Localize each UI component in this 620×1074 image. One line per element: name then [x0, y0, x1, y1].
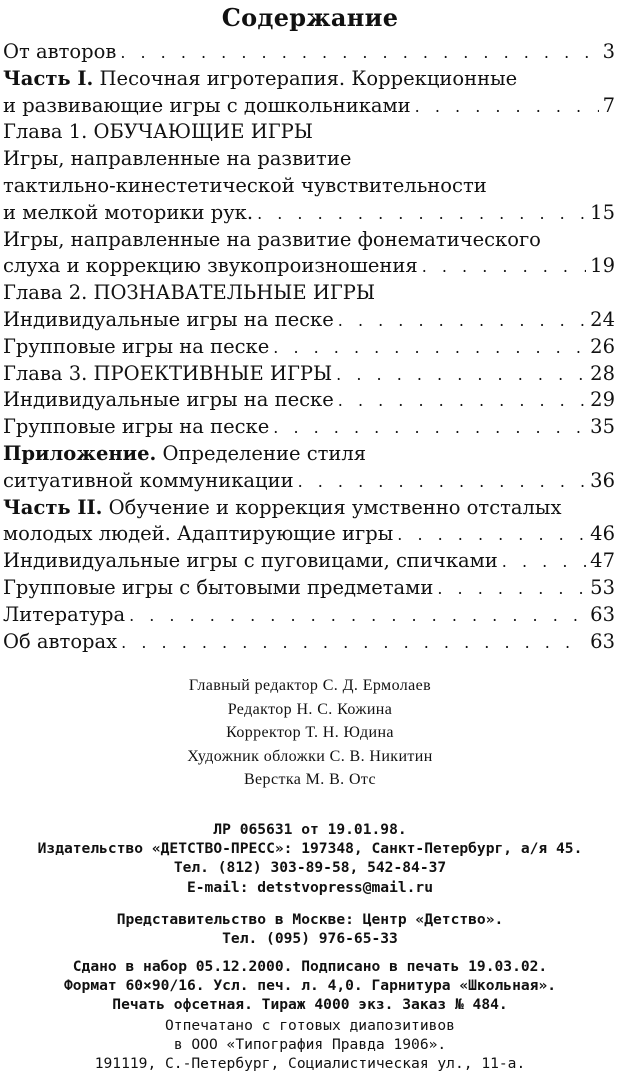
print-info-line: Формат 60×90/16. Усл. печ. л. 4,0. Гарнитура «Школьная».: [63, 977, 557, 995]
toc-title: Определение стиля: [156, 441, 367, 465]
toc-leader-dots: [336, 362, 586, 388]
toc-title: ситуативной коммуникации: [3, 468, 294, 492]
toc-line-text: [3, 146, 351, 173]
toc-line-text: [3, 414, 269, 441]
toc-title: Групповые игры на песке: [3, 334, 270, 358]
toc-title: Индивидуальные игры на песке: [3, 307, 334, 331]
toc-title: Игры, направленные на развитие фонематического: [3, 227, 541, 251]
publisher-line: ЛР 065631 от 19.01.98.: [213, 821, 407, 838]
toc-line: [3, 307, 615, 334]
toc-leader-dots: [415, 94, 599, 120]
printer-line: 191119, С.-Петербург, Социалистическая ул., 11-а.: [94, 1055, 526, 1073]
publisher-line: Тел. (812) 303-89-58, 542-84-37: [173, 859, 447, 877]
toc-title: Песочная игротерапия. Коррекционные: [93, 66, 518, 90]
toc-leader-dots: [273, 415, 586, 441]
toc-page-number: 26: [590, 334, 615, 358]
toc-line: [3, 93, 615, 120]
toc-line: [3, 468, 615, 495]
toc-title: Глава 2. ПОЗНАВАТЕЛЬНЫЕ ИГРЫ: [3, 281, 376, 305]
toc-line: [3, 387, 615, 414]
toc-page-number: 24: [590, 307, 615, 331]
toc-leader-dots: [273, 335, 586, 361]
toc-page-number: 29: [590, 388, 615, 412]
toc-title: Индивидуальные игры на песке: [3, 388, 334, 412]
toc-page-number: 19: [590, 254, 615, 278]
toc-part-label: Часть I.: [3, 66, 94, 90]
credit-line: Главный редактор С. Д. Ермолаев: [188, 677, 432, 694]
toc-line: [3, 629, 615, 656]
credit-line: Редактор Н. С. Кожина: [227, 700, 393, 718]
toc-title: и развивающие игры с дошкольниками: [3, 93, 411, 117]
toc-line-text: [3, 66, 517, 93]
toc-page-number: 28: [590, 361, 615, 385]
toc-line-text: [3, 602, 125, 629]
representation-line: Представительство в Москве: Центр «Детство».: [116, 911, 504, 928]
representation-line: Тел. (095) 976-65-33: [222, 930, 398, 948]
toc-title: и мелкой моторики рук.: [3, 200, 254, 224]
toc-line: [3, 200, 615, 227]
toc-title: тактильно-кинестетической чувствительности: [3, 173, 487, 197]
publisher-line: Издательство «ДЕТСТВО-ПРЕСС»: 197348, Санкт-Петербург, а/я 45.: [37, 840, 583, 858]
toc-leader-dots: [502, 549, 586, 575]
toc-leader-dots: [257, 201, 586, 227]
toc-line-text: [3, 253, 418, 280]
toc-page-number: 63: [590, 629, 615, 653]
toc-part-label: Часть II.: [3, 495, 103, 519]
toc-leader-dots: [129, 603, 586, 629]
toc-line: [3, 441, 615, 468]
credit-line: Корректор Т. Н. Юдина: [226, 724, 394, 742]
table-of-contents: [3, 39, 615, 655]
toc-page-number: 3: [602, 40, 615, 63]
toc-title: слуха и коррекцию звукопроизношения: [3, 254, 418, 278]
toc-line-text: [3, 173, 487, 200]
toc-line-text: [3, 93, 411, 120]
toc-title: Об авторах: [3, 629, 118, 653]
toc-line: [3, 146, 615, 173]
toc-line: [3, 548, 615, 575]
toc-line-text: [3, 280, 375, 307]
toc-line: [3, 119, 615, 146]
toc-line: [3, 280, 615, 307]
toc-title: Групповые игры с бытовыми предметами: [3, 575, 434, 599]
toc-title: Обучение и коррекция умственно отсталых: [102, 495, 562, 519]
toc-page-number: 53: [590, 575, 615, 599]
toc-leader-dots: [437, 576, 586, 602]
toc-line-text: [3, 39, 116, 66]
toc-line: [3, 361, 615, 388]
toc-leader-dots: [422, 254, 586, 280]
print-info-line: Печать офсетная. Тираж 4000 экз. Заказ № 484.: [112, 996, 508, 1014]
toc-title: Групповые игры на песке: [3, 415, 270, 439]
toc-title: молодых людей. Адаптирующие игры: [3, 522, 394, 546]
toc-line-text: [3, 575, 433, 602]
toc-title: Игры, направленные на развитие: [3, 147, 352, 171]
printer-line: Отпечатано с готовых диапозитивов: [165, 1017, 455, 1034]
toc-line: [3, 173, 615, 200]
toc-line: [3, 334, 615, 361]
toc-title: Глава 1. ОБУЧАЮЩИЕ ИГРЫ: [3, 120, 313, 144]
toc-leader-dots: [338, 388, 586, 414]
toc-line-text: [3, 227, 541, 254]
toc-page-number: 7: [602, 93, 615, 117]
toc-leader-dots: [338, 308, 586, 334]
print-info-line: Сдано в набор 05.12.2000. Подписано в печать 19.03.02.: [72, 958, 548, 975]
toc-line-text: [3, 119, 313, 146]
toc-leader-dots: [298, 469, 587, 495]
toc-title: Индивидуальные игры с пуговицами, спичками: [3, 549, 498, 573]
publisher-block: [0, 820, 620, 897]
page-title: Содержание: [221, 3, 399, 32]
credits-block: [0, 674, 620, 792]
toc-line: [3, 227, 615, 254]
toc-line-text: [3, 361, 332, 388]
toc-line-text: [3, 200, 253, 227]
representation-block: [0, 910, 620, 948]
print-info-block: [0, 957, 620, 1015]
toc-page-number: 36: [590, 468, 615, 492]
toc-line-text: [3, 307, 334, 334]
toc-part-label: Приложение.: [3, 441, 157, 465]
toc-line-text: [3, 521, 393, 548]
toc-page-number: 47: [590, 549, 615, 573]
toc-page-number: 35: [590, 415, 615, 439]
credit-line: Художник обложки С. В. Никитин: [187, 747, 433, 765]
toc-line: [3, 66, 615, 93]
toc-title: Глава 3. ПРОЕКТИВНЫЕ ИГРЫ: [3, 361, 333, 385]
toc-page-number: 46: [590, 522, 615, 546]
toc-leader-dots: [121, 630, 586, 656]
toc-line-text: [3, 629, 117, 656]
toc-line: [3, 414, 615, 441]
toc-line: [3, 253, 615, 280]
toc-line: [3, 39, 615, 66]
toc-title: От авторов: [3, 40, 117, 63]
toc-line-text: [3, 495, 561, 522]
toc-line-text: [3, 468, 294, 495]
credit-line: Верстка М. В. Отс: [243, 771, 377, 789]
toc-page-number: 15: [590, 200, 615, 224]
toc-line-text: [3, 387, 334, 414]
toc-line: [3, 602, 615, 629]
toc-line-text: [3, 441, 366, 468]
toc-title: Литература: [3, 602, 126, 626]
toc-page-number: 63: [590, 602, 615, 626]
toc-line: [3, 495, 615, 522]
toc-line: [3, 575, 615, 602]
toc-leader-dots: [120, 40, 598, 66]
toc-line-text: [3, 334, 269, 361]
publisher-line: E-mail: detstvopress@mail.ru: [186, 878, 433, 896]
toc-line: [3, 521, 615, 548]
printer-line: в ООО «Типография Правда 1906».: [173, 1036, 447, 1054]
toc-leader-dots: [397, 522, 586, 548]
toc-line-text: [3, 548, 498, 575]
